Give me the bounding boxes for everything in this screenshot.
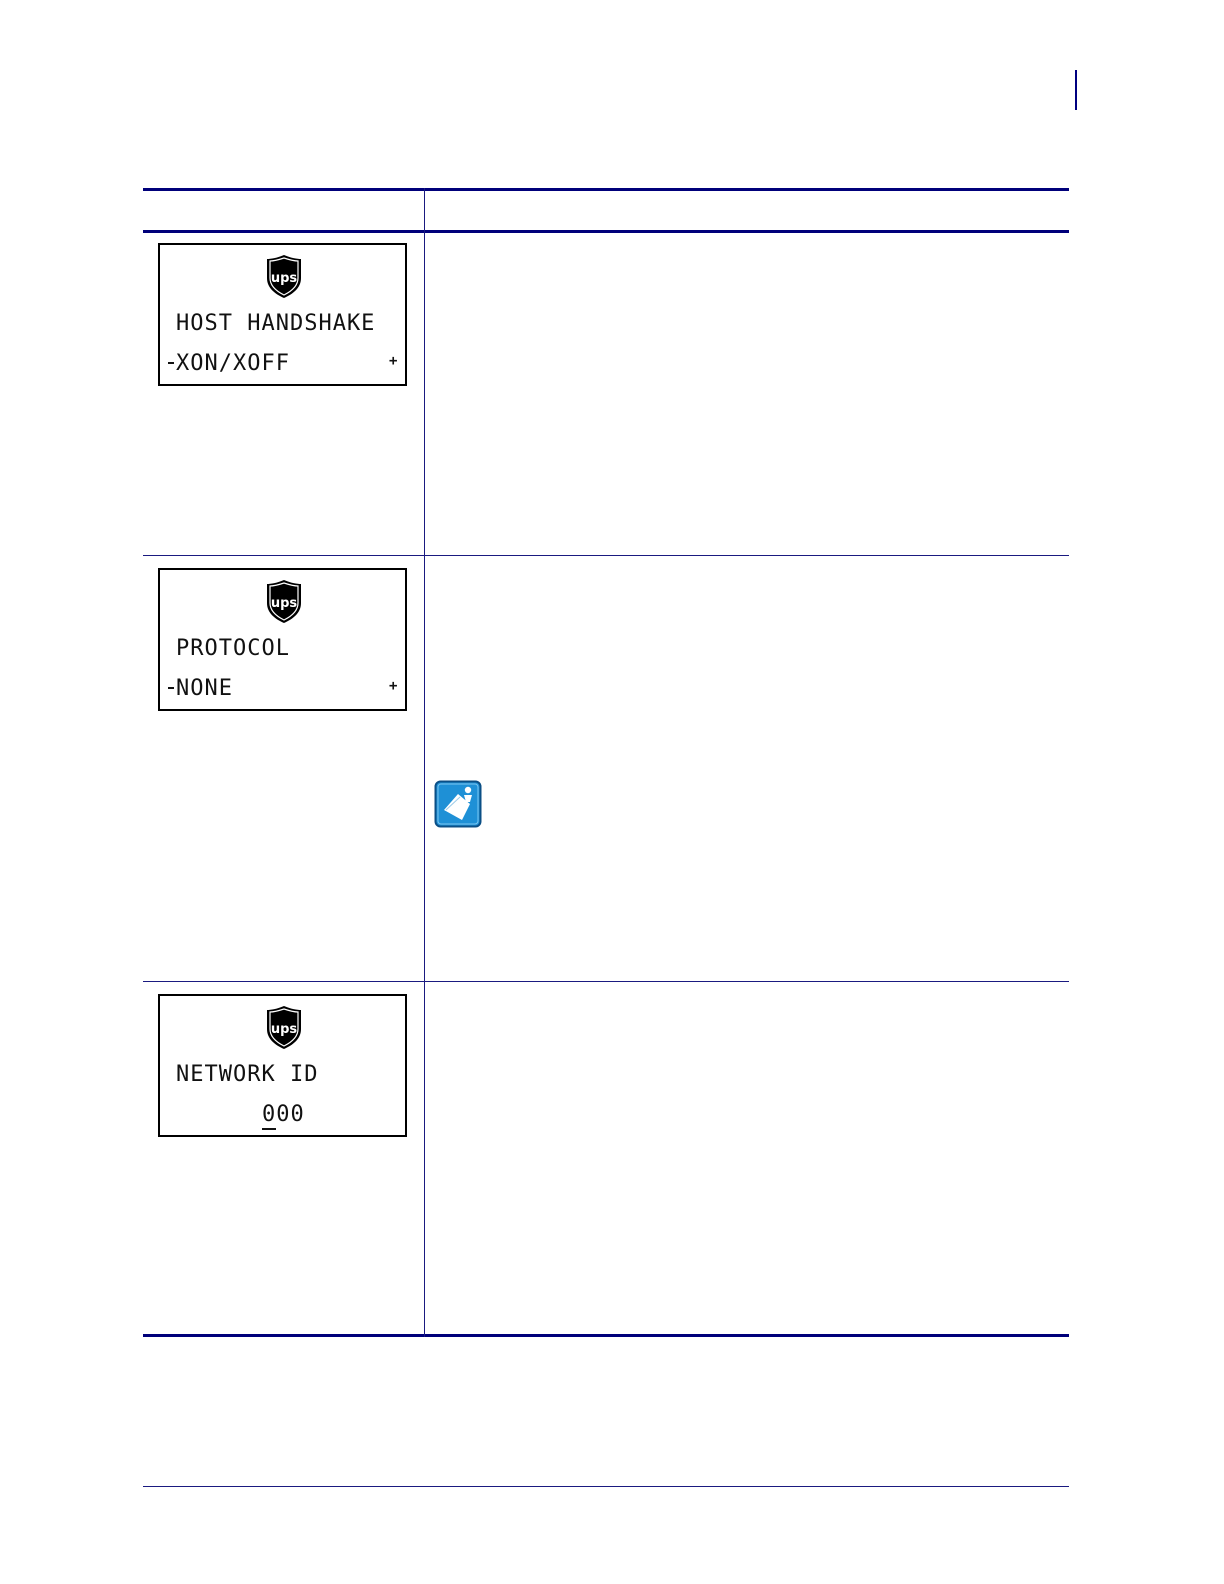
settings-table — [143, 188, 1069, 1337]
note-icon — [434, 780, 482, 828]
svg-text:ups: ups — [270, 271, 298, 286]
lcd-arrow: + — [389, 678, 398, 694]
svg-text:ups: ups — [270, 1022, 298, 1037]
lcd-title: NETWORK ID — [176, 1062, 319, 1087]
table-top-rule — [143, 188, 1069, 191]
lcd-value: 000 — [262, 1102, 305, 1127]
table-bottom-rule — [143, 1334, 1069, 1337]
lcd-display-host-handshake — [158, 243, 407, 386]
lcd-arrow: + — [389, 353, 398, 369]
lcd-value: XON/XOFF — [176, 351, 290, 376]
ups-shield-icon — [265, 254, 303, 299]
column-divider — [424, 188, 425, 1337]
lcd-display-network-id — [158, 994, 407, 1137]
lcd-title: HOST HANDSHAKE — [176, 311, 376, 336]
row-divider — [143, 555, 1069, 556]
page-edge-marker — [1075, 70, 1077, 110]
lcd-value: NONE — [176, 676, 233, 701]
lcd-cursor — [262, 1128, 276, 1130]
footer-rule — [143, 1486, 1069, 1487]
ups-shield-icon — [265, 1005, 303, 1050]
ups-shield-icon — [265, 579, 303, 624]
lcd-title: PROTOCOL — [176, 636, 290, 661]
lcd-dash — [168, 687, 174, 689]
lcd-display-protocol — [158, 568, 407, 711]
table-header-rule — [143, 230, 1069, 233]
row-divider — [143, 981, 1069, 982]
lcd-dash — [168, 362, 174, 364]
svg-text:ups: ups — [270, 596, 298, 611]
